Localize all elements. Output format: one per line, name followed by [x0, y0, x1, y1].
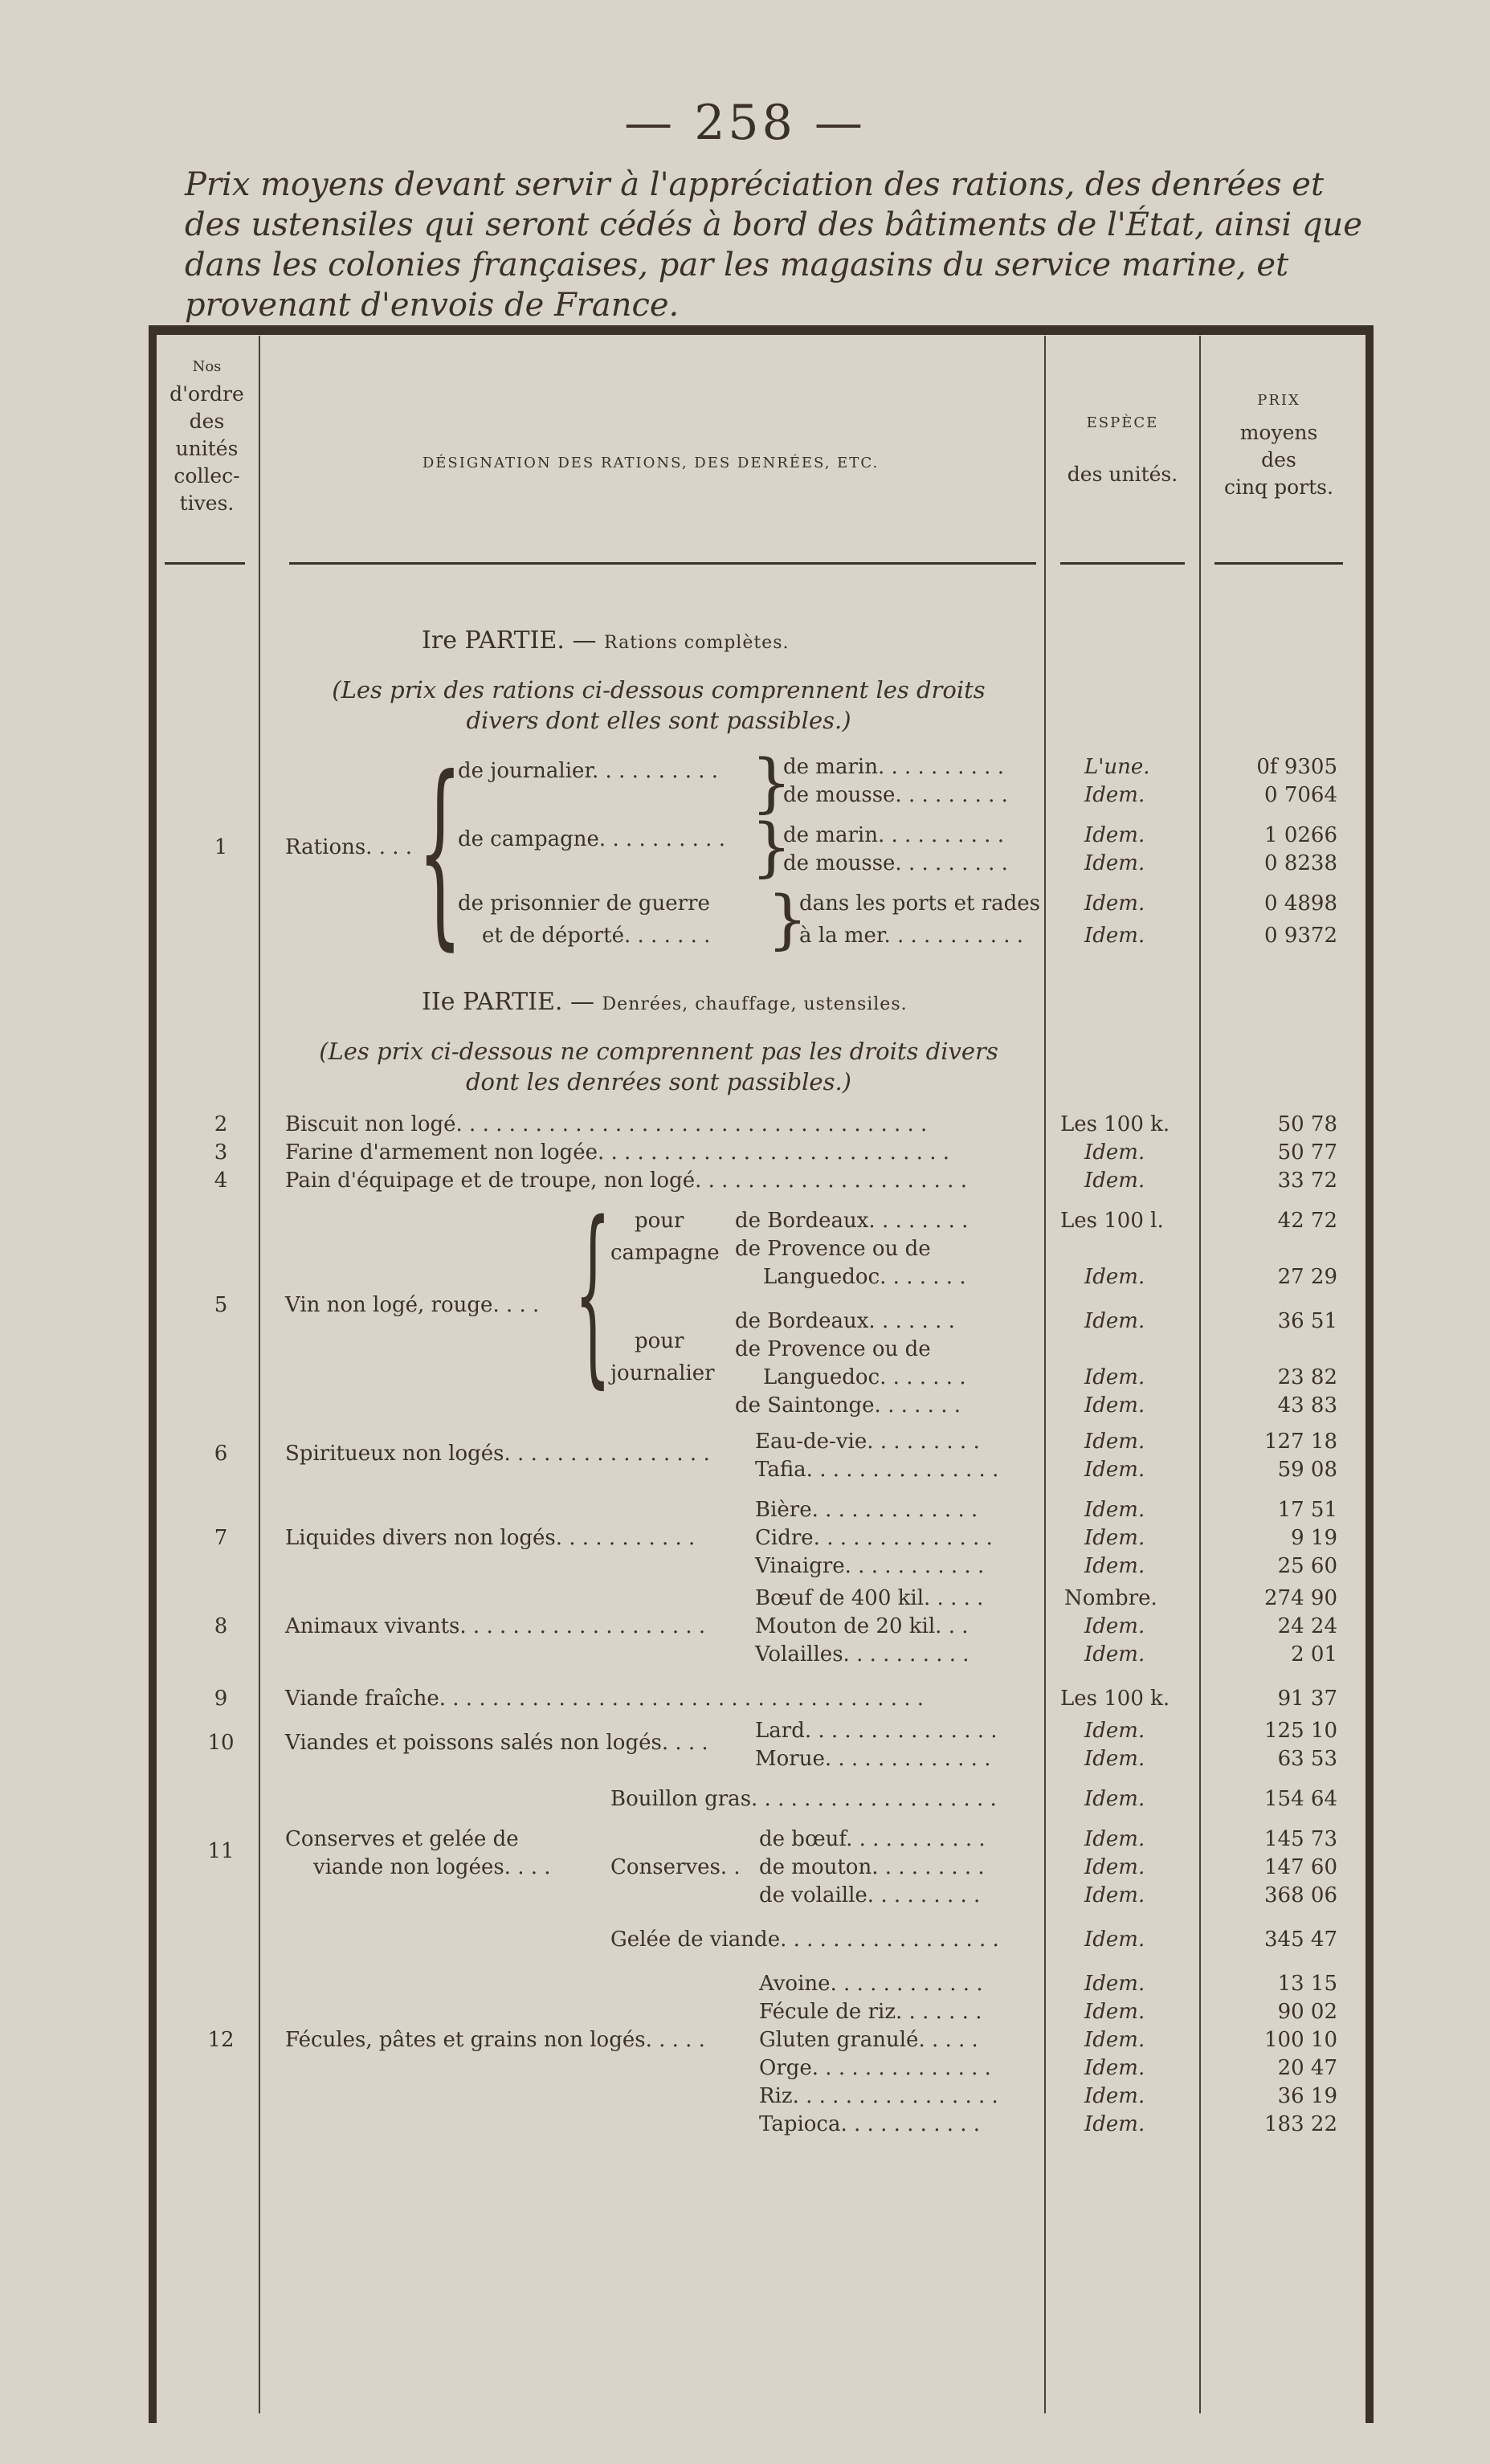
fecules-item: Orge. . . . . . . . . . . . . . [759, 2056, 991, 2080]
sales-label: Viandes et poissons salés non logés. . . . [285, 1731, 708, 1755]
row-number: 10 [207, 1731, 235, 1755]
price-cell: 25 60 [1277, 1554, 1337, 1578]
row-number: 11 [207, 1839, 235, 1863]
spiritueux-item: Tafia. . . . . . . . . . . . . . . [755, 1458, 999, 1482]
unit-cell: Idem. [1084, 1498, 1145, 1522]
price-cell: 368 06 [1264, 1883, 1337, 1907]
unit-cell: Idem. [1084, 1458, 1145, 1482]
price-cell: 20 47 [1277, 2056, 1337, 2080]
ration-prisonnier: de prisonnier de guerre [458, 891, 710, 916]
unit-cell: L'une. [1084, 755, 1150, 779]
unit-cell: Idem. [1084, 1883, 1145, 1907]
spiritueux-item: Eau-de-vie. . . . . . . . . [755, 1430, 980, 1454]
unit-cell: Idem. [1084, 1169, 1145, 1193]
item-designation: Biscuit non logé. . . . . . . . . . . . . . . . . . . . . . . . . . . . . . . . . . . . [285, 1112, 928, 1136]
header-rule [1214, 562, 1343, 565]
liquides-item: Cidre. . . . . . . . . . . . . . [755, 1526, 993, 1550]
price-cell: 345 47 [1264, 1928, 1337, 1952]
fecules-item: Avoine. . . . . . . . . . . . [759, 1972, 983, 1996]
liquides-item: Bière. . . . . . . . . . . . . [755, 1498, 978, 1522]
fecules-label: Fécules, pâtes et grains non logés. . . . . [285, 2028, 705, 2052]
unit-cell: Idem. [1084, 1855, 1145, 1879]
page-title: Prix moyens devant servir à l'appréciation des rations, des denrées et des ustensiles qui seront cédés à bord des bâtiments de l'État, ainsi que dans les colonies françaises, par les magasins du service marine, et provenant d'envois de France. [185, 166, 1362, 324]
conserves-label: Conserves et gelée de [285, 1827, 519, 1851]
section-title-part2: IIe PARTIE. — Denrées, chauffage, ustensiles. [422, 988, 908, 1016]
price-cell: 274 90 [1264, 1586, 1337, 1610]
price-cell: 17 51 [1277, 1498, 1337, 1522]
brace: { [418, 734, 463, 968]
conserves-label: viande non logées. . . . [313, 1855, 551, 1879]
price-cell: 2 01 [1291, 1642, 1337, 1666]
row-number: 12 [207, 2028, 235, 2052]
animaux-label: Animaux vivants. . . . . . . . . . . . . . . . . . . [285, 1614, 706, 1638]
unit-cell: Idem. [1084, 851, 1145, 875]
unit-cell: Idem. [1084, 1642, 1145, 1666]
row-number: 5 [214, 1293, 228, 1317]
price-cell: 127 18 [1264, 1430, 1337, 1454]
conserves-item: de bœuf. . . . . . . . . . . [759, 1827, 986, 1851]
unit-cell: Idem. [1084, 2028, 1145, 2052]
conserves-bouillon: Bouillon gras. . . . . . . . . . . . . . . . . . . [610, 1787, 997, 1811]
row-number: 8 [214, 1614, 228, 1638]
vin-campagne: campagne [610, 1241, 720, 1265]
sub-mer: à la mer. . . . . . . . . . . [799, 924, 1024, 948]
unit-cell: Idem. [1084, 2056, 1145, 2080]
liquides-label: Liquides divers non logés. . . . . . . . . . . [285, 1526, 696, 1550]
price-cell: 90 02 [1277, 2000, 1337, 2024]
unit-cell: Idem. [1084, 1526, 1145, 1550]
row-number: 1 [214, 835, 228, 859]
column-divider [1044, 336, 1046, 2413]
price-cell: 33 72 [1277, 1169, 1337, 1193]
header-designation: DÉSIGNATION DES RATIONS, DES DENRÉES, ETC. [422, 455, 880, 471]
header-average-price: PRIX moyens des cinq ports. [1224, 392, 1333, 499]
column-divider [259, 336, 260, 2413]
unit-cell: Idem. [1084, 1747, 1145, 1771]
header-rule [289, 562, 1036, 565]
vin-provence: de Provence ou de [735, 1237, 931, 1261]
row-number: 9 [214, 1687, 228, 1711]
unit-cell: Idem. [1084, 1309, 1145, 1333]
rations-label: Rations. . . . [285, 835, 413, 859]
price-cell: 0 8238 [1264, 851, 1337, 875]
price-cell: 154 64 [1264, 1787, 1337, 1811]
unit-cell: Idem. [1084, 1972, 1145, 1996]
brace: { [574, 1181, 611, 1405]
row-number: 3 [214, 1140, 228, 1165]
unit-cell: Les 100 k. [1060, 1112, 1170, 1136]
price-cell: 42 72 [1277, 1209, 1337, 1233]
brace: } [767, 882, 808, 957]
unit-cell: Idem. [1084, 1140, 1145, 1165]
brace: } [751, 745, 792, 820]
unit-cell: Idem. [1084, 1393, 1145, 1418]
sub-marin: de marin. . . . . . . . . . [783, 755, 1004, 779]
part1-note: (Les prix des rations ci-dessous comprennent les droits divers dont elles sont passibles.) [332, 676, 986, 734]
price-cell: 63 53 [1277, 1747, 1337, 1771]
ration-deporte: et de déporté. . . . . . . [482, 924, 711, 948]
sub-ports: dans les ports et rades [799, 891, 1040, 916]
fecules-item: Riz. . . . . . . . . . . . . . . . [759, 2084, 998, 2108]
sub-mousse: de mousse. . . . . . . . . [783, 783, 1008, 807]
conserves-item: de mouton. . . . . . . . . [759, 1855, 985, 1879]
unit-cell: Idem. [1084, 2084, 1145, 2108]
spiritueux-label: Spiritueux non logés. . . . . . . . . . . . . . . . [285, 1442, 710, 1466]
row-number: 4 [214, 1169, 228, 1193]
price-cell: 36 19 [1277, 2084, 1337, 2108]
unit-cell: Les 100 l. [1060, 1209, 1164, 1233]
item-designation: Viande fraîche. . . . . . . . . . . . . . . . . . . . . . . . . . . . . . . . . . . . . [285, 1687, 925, 1711]
vin-languedoc: Languedoc. . . . . . . [763, 1265, 966, 1289]
price-cell: 27 29 [1277, 1265, 1337, 1289]
unit-cell: Idem. [1084, 1554, 1145, 1578]
ration-campagne: de campagne. . . . . . . . . . [458, 827, 725, 851]
item-designation: Pain d'équipage et de troupe, non logé. . . . . . . . . . . . . . . . . . . . . [285, 1169, 967, 1193]
ration-journalier: de journalier. . . . . . . . . . [458, 759, 719, 783]
price-cell: 100 10 [1264, 2028, 1337, 2052]
unit-cell: Idem. [1084, 823, 1145, 847]
price-cell: 0f 9305 [1256, 755, 1337, 779]
row-number: 7 [214, 1526, 228, 1550]
conserves-item: de volaille. . . . . . . . . [759, 1883, 981, 1907]
price-cell: 23 82 [1277, 1365, 1337, 1389]
liquides-item: Vinaigre. . . . . . . . . . . [755, 1554, 985, 1578]
sub-mousse: de mousse. . . . . . . . . [783, 851, 1008, 875]
vin-bordeaux: de Bordeaux. . . . . . . [735, 1309, 955, 1333]
header-rule [165, 562, 245, 565]
fecules-item: Tapioca. . . . . . . . . . . [759, 2112, 981, 2136]
price-cell: 9 19 [1291, 1526, 1337, 1550]
vin-bordeaux: de Bordeaux. . . . . . . . [735, 1209, 969, 1233]
animaux-item: Mouton de 20 kil. . . [755, 1614, 969, 1638]
price-cell: 43 83 [1277, 1393, 1337, 1418]
animaux-item: Bœuf de 400 kil. . . . . [755, 1586, 984, 1610]
price-cell: 1 0266 [1264, 823, 1337, 847]
price-cell: 24 24 [1277, 1614, 1337, 1638]
price-cell: 36 51 [1277, 1309, 1337, 1333]
header-rule [1060, 562, 1185, 565]
brace: } [751, 810, 792, 884]
unit-cell: Idem. [1084, 1365, 1145, 1389]
price-cell: 13 15 [1277, 1972, 1337, 1996]
item-designation: Farine d'armement non logée. . . . . . . . . . . . . . . . . . . . . . . . . . . [285, 1140, 949, 1165]
vin-label: Vin non logé, rouge. . . . [285, 1293, 540, 1317]
price-cell: 59 08 [1277, 1458, 1337, 1482]
fecules-item: Fécule de riz. . . . . . . [759, 2000, 982, 2024]
part2-note: (Les prix ci-dessous ne comprennent pas les droits divers dont les denrées sont passibles.) [319, 1038, 998, 1095]
page-number: — 258 — [624, 95, 866, 151]
unit-cell: Idem. [1084, 1719, 1145, 1743]
vin-pour: pour [635, 1329, 684, 1353]
price-cell: 0 9372 [1264, 924, 1337, 948]
price-cell: 125 10 [1264, 1719, 1337, 1743]
unit-cell: Idem. [1084, 1430, 1145, 1454]
unit-cell: Idem. [1084, 924, 1145, 948]
header-unit-type: ESPÈCE des unités. [1067, 414, 1178, 486]
price-cell: 145 73 [1264, 1827, 1337, 1851]
fecules-item: Gluten granulé. . . . . [759, 2028, 978, 2052]
vin-provence: de Provence ou de [735, 1337, 931, 1361]
unit-cell: Idem. [1084, 1265, 1145, 1289]
unit-cell: Nombre. [1064, 1586, 1157, 1610]
vin-journalier: journalier [610, 1361, 715, 1385]
sales-item: Morue. . . . . . . . . . . . . [755, 1747, 991, 1771]
unit-cell: Idem. [1084, 891, 1145, 916]
row-number: 6 [214, 1442, 228, 1466]
vin-pour: pour [635, 1209, 684, 1233]
row-number: 2 [214, 1112, 228, 1136]
unit-cell: Idem. [1084, 1928, 1145, 1952]
unit-cell: Idem. [1084, 1614, 1145, 1638]
price-cell: 183 22 [1264, 2112, 1337, 2136]
sales-item: Lard. . . . . . . . . . . . . . . [755, 1719, 998, 1743]
vin-saintonge: de Saintonge. . . . . . . [735, 1393, 961, 1418]
price-cell: 147 60 [1264, 1855, 1337, 1879]
price-cell: 91 37 [1277, 1687, 1337, 1711]
sub-marin: de marin. . . . . . . . . . [783, 823, 1004, 847]
price-cell: 50 77 [1277, 1140, 1337, 1165]
price-cell: 0 7064 [1264, 783, 1337, 807]
unit-cell: Idem. [1084, 1827, 1145, 1851]
header-order-number: Nos d'ordre des unités collec- tives. [169, 358, 244, 515]
unit-cell: Idem. [1084, 2000, 1145, 2024]
unit-cell: Les 100 k. [1060, 1687, 1170, 1711]
price-cell: 50 78 [1277, 1112, 1337, 1136]
conserves-gelee: Gelée de viande. . . . . . . . . . . . . . . . . [610, 1928, 999, 1952]
price-cell: 0 4898 [1264, 891, 1337, 916]
conserves-sub: Conserves. . [610, 1855, 741, 1879]
vin-languedoc: Languedoc. . . . . . . [763, 1365, 966, 1389]
unit-cell: Idem. [1084, 2112, 1145, 2136]
animaux-item: Volailles. . . . . . . . . . [755, 1642, 970, 1666]
unit-cell: Idem. [1084, 1787, 1145, 1811]
unit-cell: Idem. [1084, 783, 1145, 807]
section-title-part1: Ire PARTIE. — Rations complètes. [422, 626, 790, 655]
